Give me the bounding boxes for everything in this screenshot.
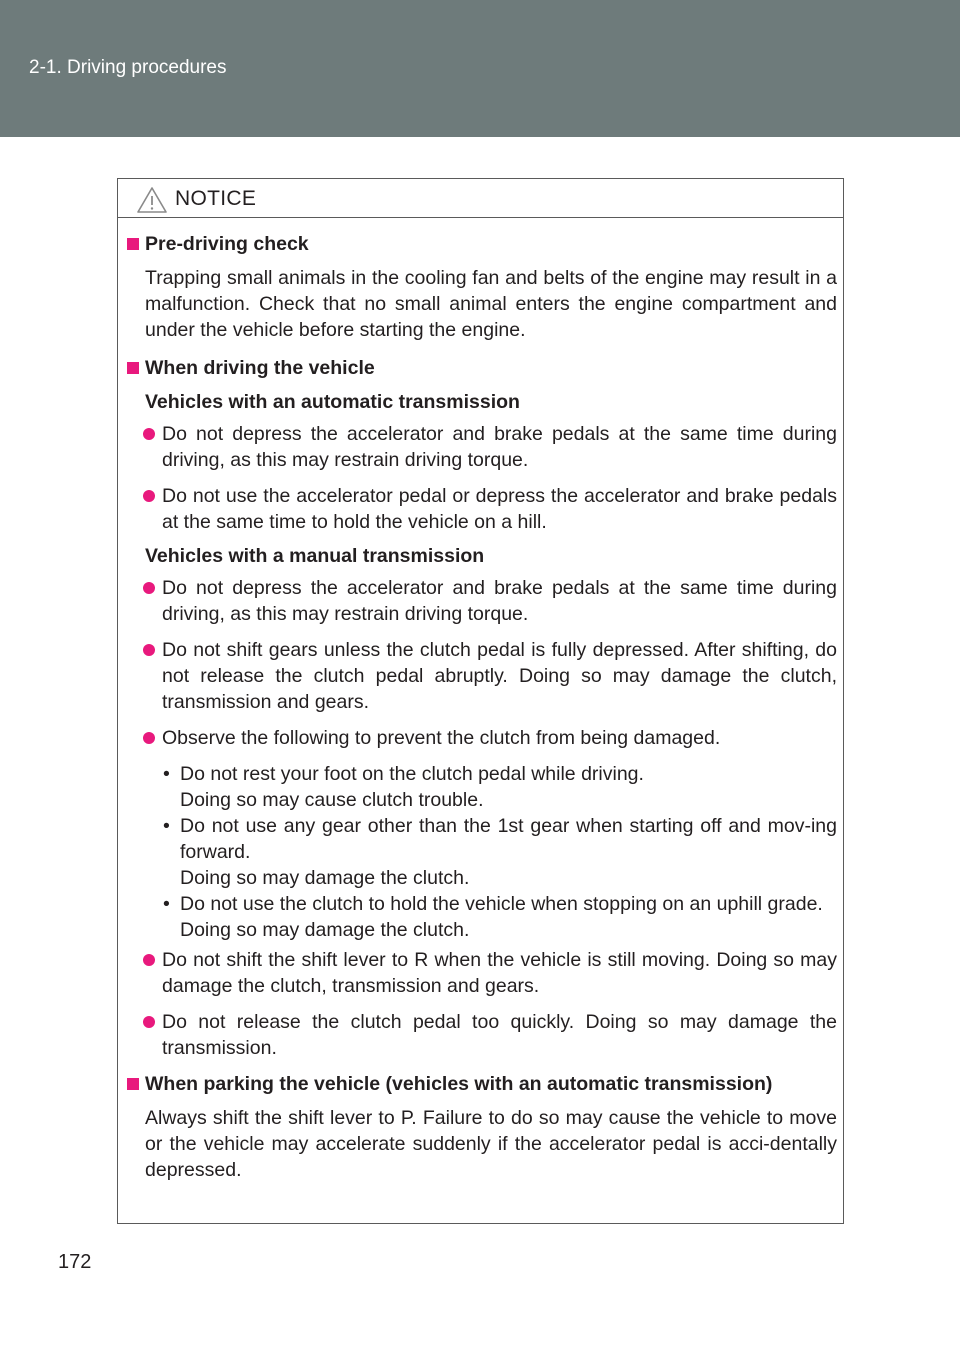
circle-bullet-icon: [143, 954, 155, 966]
square-bullet-icon: [127, 1078, 139, 1090]
circle-bullet-icon: [143, 732, 155, 744]
circle-bullet-icon: [143, 644, 155, 656]
list-item: [126, 725, 837, 751]
header-band: [0, 0, 960, 137]
section-title: 2-1. Driving procedures: [29, 57, 227, 78]
notice-title: NOTICE: [175, 187, 257, 210]
section-heading-parking: [126, 1071, 837, 1097]
heading-text: Pre-driving check: [145, 233, 309, 255]
heading-text: When parking the vehicle (vehicles with an automatic transmission): [145, 1073, 773, 1095]
notice-box: [117, 178, 844, 1224]
dash-item-text: Do not use the clutch to hold the vehicle when stopping on an uphill grade.: [180, 893, 823, 915]
list-item: [126, 947, 837, 999]
dash-bullet-icon: •: [163, 815, 170, 837]
dash-bullet-icon: •: [163, 893, 170, 915]
circle-bullet-icon: [143, 490, 155, 502]
list-item: [126, 421, 837, 473]
list-item-text: Do not depress the accelerator and brake pedals at the same time during driving, as this may restrain driving torque.: [162, 423, 837, 471]
dash-list-item: [126, 891, 837, 943]
list-item: [126, 483, 837, 535]
circle-bullet-icon: [143, 1016, 155, 1028]
dash-item-text: Do not use any gear other than the 1st gear when starting off and mov-ing forward.: [180, 815, 837, 863]
dash-item-subtext: Doing so may damage the clutch.: [180, 867, 470, 889]
warning-triangle-icon: [136, 186, 168, 214]
square-bullet-icon: [127, 238, 139, 250]
list-item-text: Do not depress the accelerator and brake pedals at the same time during driving, as this may restrain driving torque.: [162, 577, 837, 625]
list-item-text: Observe the following to prevent the clutch from being damaged.: [162, 727, 721, 749]
subheading-manual: Vehicles with a manual transmission: [145, 545, 485, 567]
list-item: [126, 637, 837, 715]
dash-item-subtext: Doing so may cause clutch trouble.: [180, 789, 484, 811]
subheading-automatic: Vehicles with an automatic transmission: [145, 391, 520, 413]
list-item: [126, 1009, 837, 1061]
dash-item-subtext: Doing so may damage the clutch.: [180, 919, 470, 941]
list-item-text: Do not use the accelerator pedal or depress the accelerator and brake pedals at the same time to hold the vehicle on a hill.: [162, 485, 837, 533]
paragraph-parking: Always shift the shift lever to P. Failure to do so may cause the vehicle to move or the vehicle may accelerate suddenly if the accelerator pedal is acci-dentally depressed.: [145, 1107, 837, 1181]
section-heading-driving: [126, 355, 837, 381]
circle-bullet-icon: [143, 428, 155, 440]
paragraph-predriving: Trapping small animals in the cooling fan and belts of the engine may result in a malfunction. Check that no small animal enters the engine compartment and under the vehicle before starting the engine.: [145, 267, 837, 341]
dash-item-text: Do not rest your foot on the clutch pedal while driving.: [180, 763, 644, 785]
dash-list-item: [126, 761, 837, 813]
circle-bullet-icon: [143, 582, 155, 594]
dash-bullet-icon: •: [163, 763, 170, 785]
notice-body: [126, 231, 837, 1183]
list-item-text: Do not release the clutch pedal too quickly. Doing so may damage the transmission.: [162, 1011, 837, 1059]
heading-text: When driving the vehicle: [145, 357, 375, 379]
notice-header: [118, 179, 843, 218]
section-heading-predriving: [126, 231, 837, 257]
list-item-text: Do not shift the shift lever to R when the vehicle is still moving. Doing so may damage the clutch, transmission and gears.: [162, 949, 837, 997]
list-item: [126, 575, 837, 627]
square-bullet-icon: [127, 362, 139, 374]
list-item-text: Do not shift gears unless the clutch pedal is fully depressed. After shifting, do not release the clutch pedal abruptly. Doing so may damage the clutch, transmission and gears.: [162, 639, 837, 713]
dash-list-item: [126, 813, 837, 891]
page-number: 172: [58, 1251, 92, 1273]
